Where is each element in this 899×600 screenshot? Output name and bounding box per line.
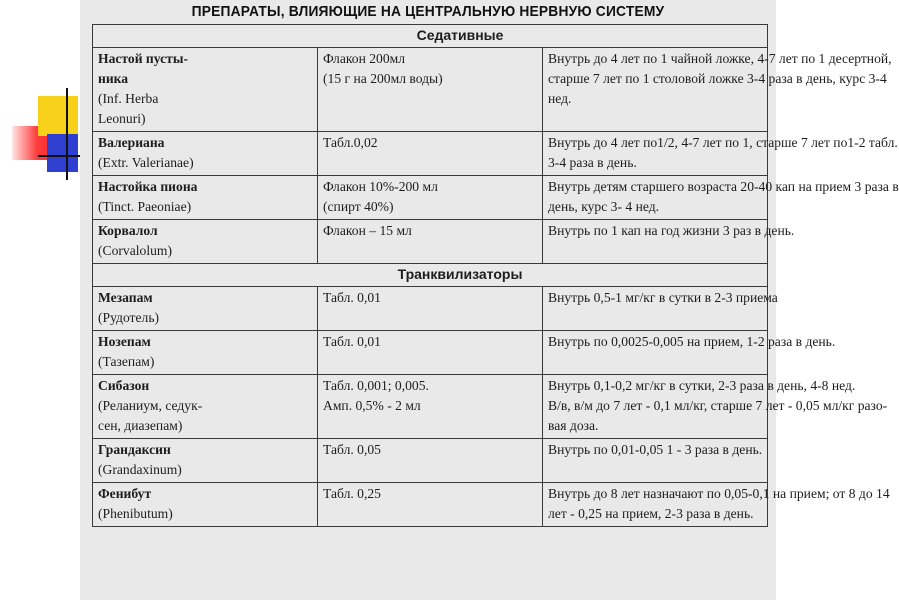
drug-form: Флакон – 15 мл bbox=[323, 223, 412, 238]
drug-name: Валериана bbox=[98, 135, 165, 150]
drug-dosage: Внутрь до 4 лет по 1 чайной ложке, 4-7 лет по 1 десертной, bbox=[548, 51, 892, 66]
drug-latin-name: (Grandaxinum) bbox=[98, 462, 182, 477]
section-heading: Седативные bbox=[93, 25, 768, 48]
decorative-blue-square bbox=[47, 134, 78, 172]
drug-form: Табл. 0,001; 0,005. bbox=[323, 378, 429, 393]
drug-name-cell bbox=[93, 483, 318, 527]
drug-dosage-cell bbox=[543, 483, 890, 527]
drug-latin-name: (Phenibutum) bbox=[98, 506, 173, 521]
drug-form-cell bbox=[318, 483, 543, 527]
drug-dosage: Внутрь детям старшего возраста 20-40 кап на прием 3 раза в bbox=[548, 179, 899, 194]
section-heading: Транквилизаторы bbox=[93, 264, 768, 287]
drug-dosage: В/в, в/м до 7 лет - 0,1 мл/кг, старше 7 лет - 0,05 мл/кг разо- bbox=[548, 398, 888, 413]
drug-row bbox=[93, 331, 768, 375]
drug-dosage: день, курс 3- 4 нед. bbox=[548, 199, 660, 214]
drug-name: Настой пусты- bbox=[98, 51, 188, 66]
drug-form: (спирт 40%) bbox=[323, 199, 394, 214]
drug-form-cell bbox=[318, 48, 543, 132]
drug-dosage: нед. bbox=[548, 91, 572, 106]
drug-form: Флакон 200мл bbox=[323, 51, 406, 66]
drug-name-cell bbox=[93, 287, 318, 331]
drug-dosage: Внутрь 0,5-1 мг/кг в сутки в 2-3 приема bbox=[548, 290, 778, 305]
drug-name: Нозепам bbox=[98, 334, 151, 349]
drug-dosage: Внутрь по 1 кап на год жизни 3 раз в день. bbox=[548, 223, 795, 238]
drug-row bbox=[93, 287, 768, 331]
document-title: ПРЕПАРАТЫ, ВЛИЯЮЩИЕ НА ЦЕНТРАЛЬНУЮ НЕРВНУЮ СИСТЕМУ bbox=[191, 3, 665, 20]
drug-name-cell bbox=[93, 220, 318, 264]
drug-form-cell bbox=[318, 287, 543, 331]
drug-latin-name: Leonuri) bbox=[98, 111, 146, 126]
drug-synonym: (Реланиум, седук- bbox=[98, 398, 203, 413]
drug-dosage-cell bbox=[543, 375, 888, 439]
decorative-yellow-square bbox=[38, 96, 78, 136]
drug-row bbox=[93, 176, 768, 220]
drug-form: Флакон 10%-200 мл bbox=[323, 179, 438, 194]
drug-dosage: Внутрь по 0,01-0,05 1 - 3 раза в день. bbox=[548, 442, 763, 457]
drug-synonym: (Тазепам) bbox=[98, 354, 155, 369]
drug-form: Амп. 0,5% - 2 мл bbox=[323, 398, 421, 413]
drug-form: Табл. 0,01 bbox=[323, 290, 381, 305]
drug-name-cell bbox=[93, 439, 318, 483]
drug-row bbox=[93, 220, 768, 264]
drug-dosage-cell bbox=[543, 287, 778, 331]
section-header-row bbox=[93, 264, 768, 287]
drug-dosage: вая доза. bbox=[548, 418, 599, 433]
drug-dosage-cell bbox=[543, 132, 898, 176]
drug-dosage: Внутрь по 0,0025-0,005 на прием, 1-2 раза в день. bbox=[548, 334, 836, 349]
drug-form: Табл. 0,25 bbox=[323, 486, 381, 501]
drug-row bbox=[93, 439, 768, 483]
scanned-document bbox=[80, 0, 899, 600]
drug-dosage-cell bbox=[543, 439, 768, 483]
drug-form: Табл. 0,01 bbox=[323, 334, 381, 349]
drug-dosage: лет - 0,25 на прием, 2-3 раза в день. bbox=[548, 506, 754, 521]
drug-dosage: 3-4 раза в день. bbox=[548, 155, 637, 170]
drug-name: Грандаксин bbox=[98, 442, 171, 457]
drug-row bbox=[93, 483, 768, 527]
drug-form: Табл.0,02 bbox=[323, 135, 378, 150]
drug-name: Корвалол bbox=[98, 223, 158, 238]
drug-form-cell bbox=[318, 176, 543, 220]
drug-dosage-cell bbox=[543, 220, 795, 264]
drug-name: Сибазон bbox=[98, 378, 150, 393]
drug-name-cell bbox=[93, 176, 318, 220]
drug-name: Фенибут bbox=[98, 486, 152, 501]
drug-row bbox=[93, 375, 768, 439]
drug-form: Табл. 0,05 bbox=[323, 442, 381, 457]
drug-latin-name: (Inf. Herba bbox=[98, 91, 159, 106]
drug-dosage: Внутрь до 4 лет по1/2, 4-7 лет по 1, старше 7 лет по1-2 табл. bbox=[548, 135, 898, 150]
drug-name-cell bbox=[93, 331, 318, 375]
drug-form-cell bbox=[318, 132, 543, 176]
decorative-horizontal-line bbox=[38, 155, 84, 157]
drug-name-cell bbox=[93, 132, 318, 176]
drug-latin-name: (Corvalolum) bbox=[98, 243, 172, 258]
drug-synonym: (Рудотель) bbox=[98, 310, 160, 325]
section-header-row bbox=[93, 25, 768, 48]
drug-form-cell bbox=[318, 375, 543, 439]
drug-form-cell bbox=[318, 439, 543, 483]
drugs-table bbox=[92, 24, 899, 527]
drug-dosage: Внутрь 0,1-0,2 мг/кг в сутки, 2-3 раза в день, 4-8 нед. bbox=[548, 378, 856, 393]
drug-form-cell bbox=[318, 331, 543, 375]
drug-name-cell bbox=[93, 375, 318, 439]
drug-name-cell bbox=[93, 48, 318, 132]
drug-name: Настойка пиона bbox=[98, 179, 198, 194]
drug-dosage: Внутрь до 8 лет назначают по 0,05-0,1 на прием; от 8 до 14 bbox=[548, 486, 890, 501]
decorative-vertical-line bbox=[66, 88, 68, 180]
drug-form-cell bbox=[318, 220, 543, 264]
drug-row bbox=[93, 132, 768, 176]
drug-form: (15 г на 200мл воды) bbox=[323, 71, 443, 86]
drug-dosage-cell bbox=[543, 48, 892, 132]
drug-dosage: старше 7 лет по 1 столовой ложке 3-4 раза в день, курс 3-4 bbox=[548, 71, 887, 86]
drug-dosage-cell bbox=[543, 176, 899, 220]
drug-name: Мезапам bbox=[98, 290, 153, 305]
drug-latin-name: (Extr. Valerianae) bbox=[98, 155, 194, 170]
drug-latin-name: (Tinct. Paeoniae) bbox=[98, 199, 192, 214]
drug-synonym: сен, диазепам) bbox=[98, 418, 183, 433]
drug-dosage-cell bbox=[543, 331, 836, 375]
drug-row bbox=[93, 48, 768, 132]
drug-name-continued: ника bbox=[98, 71, 129, 86]
